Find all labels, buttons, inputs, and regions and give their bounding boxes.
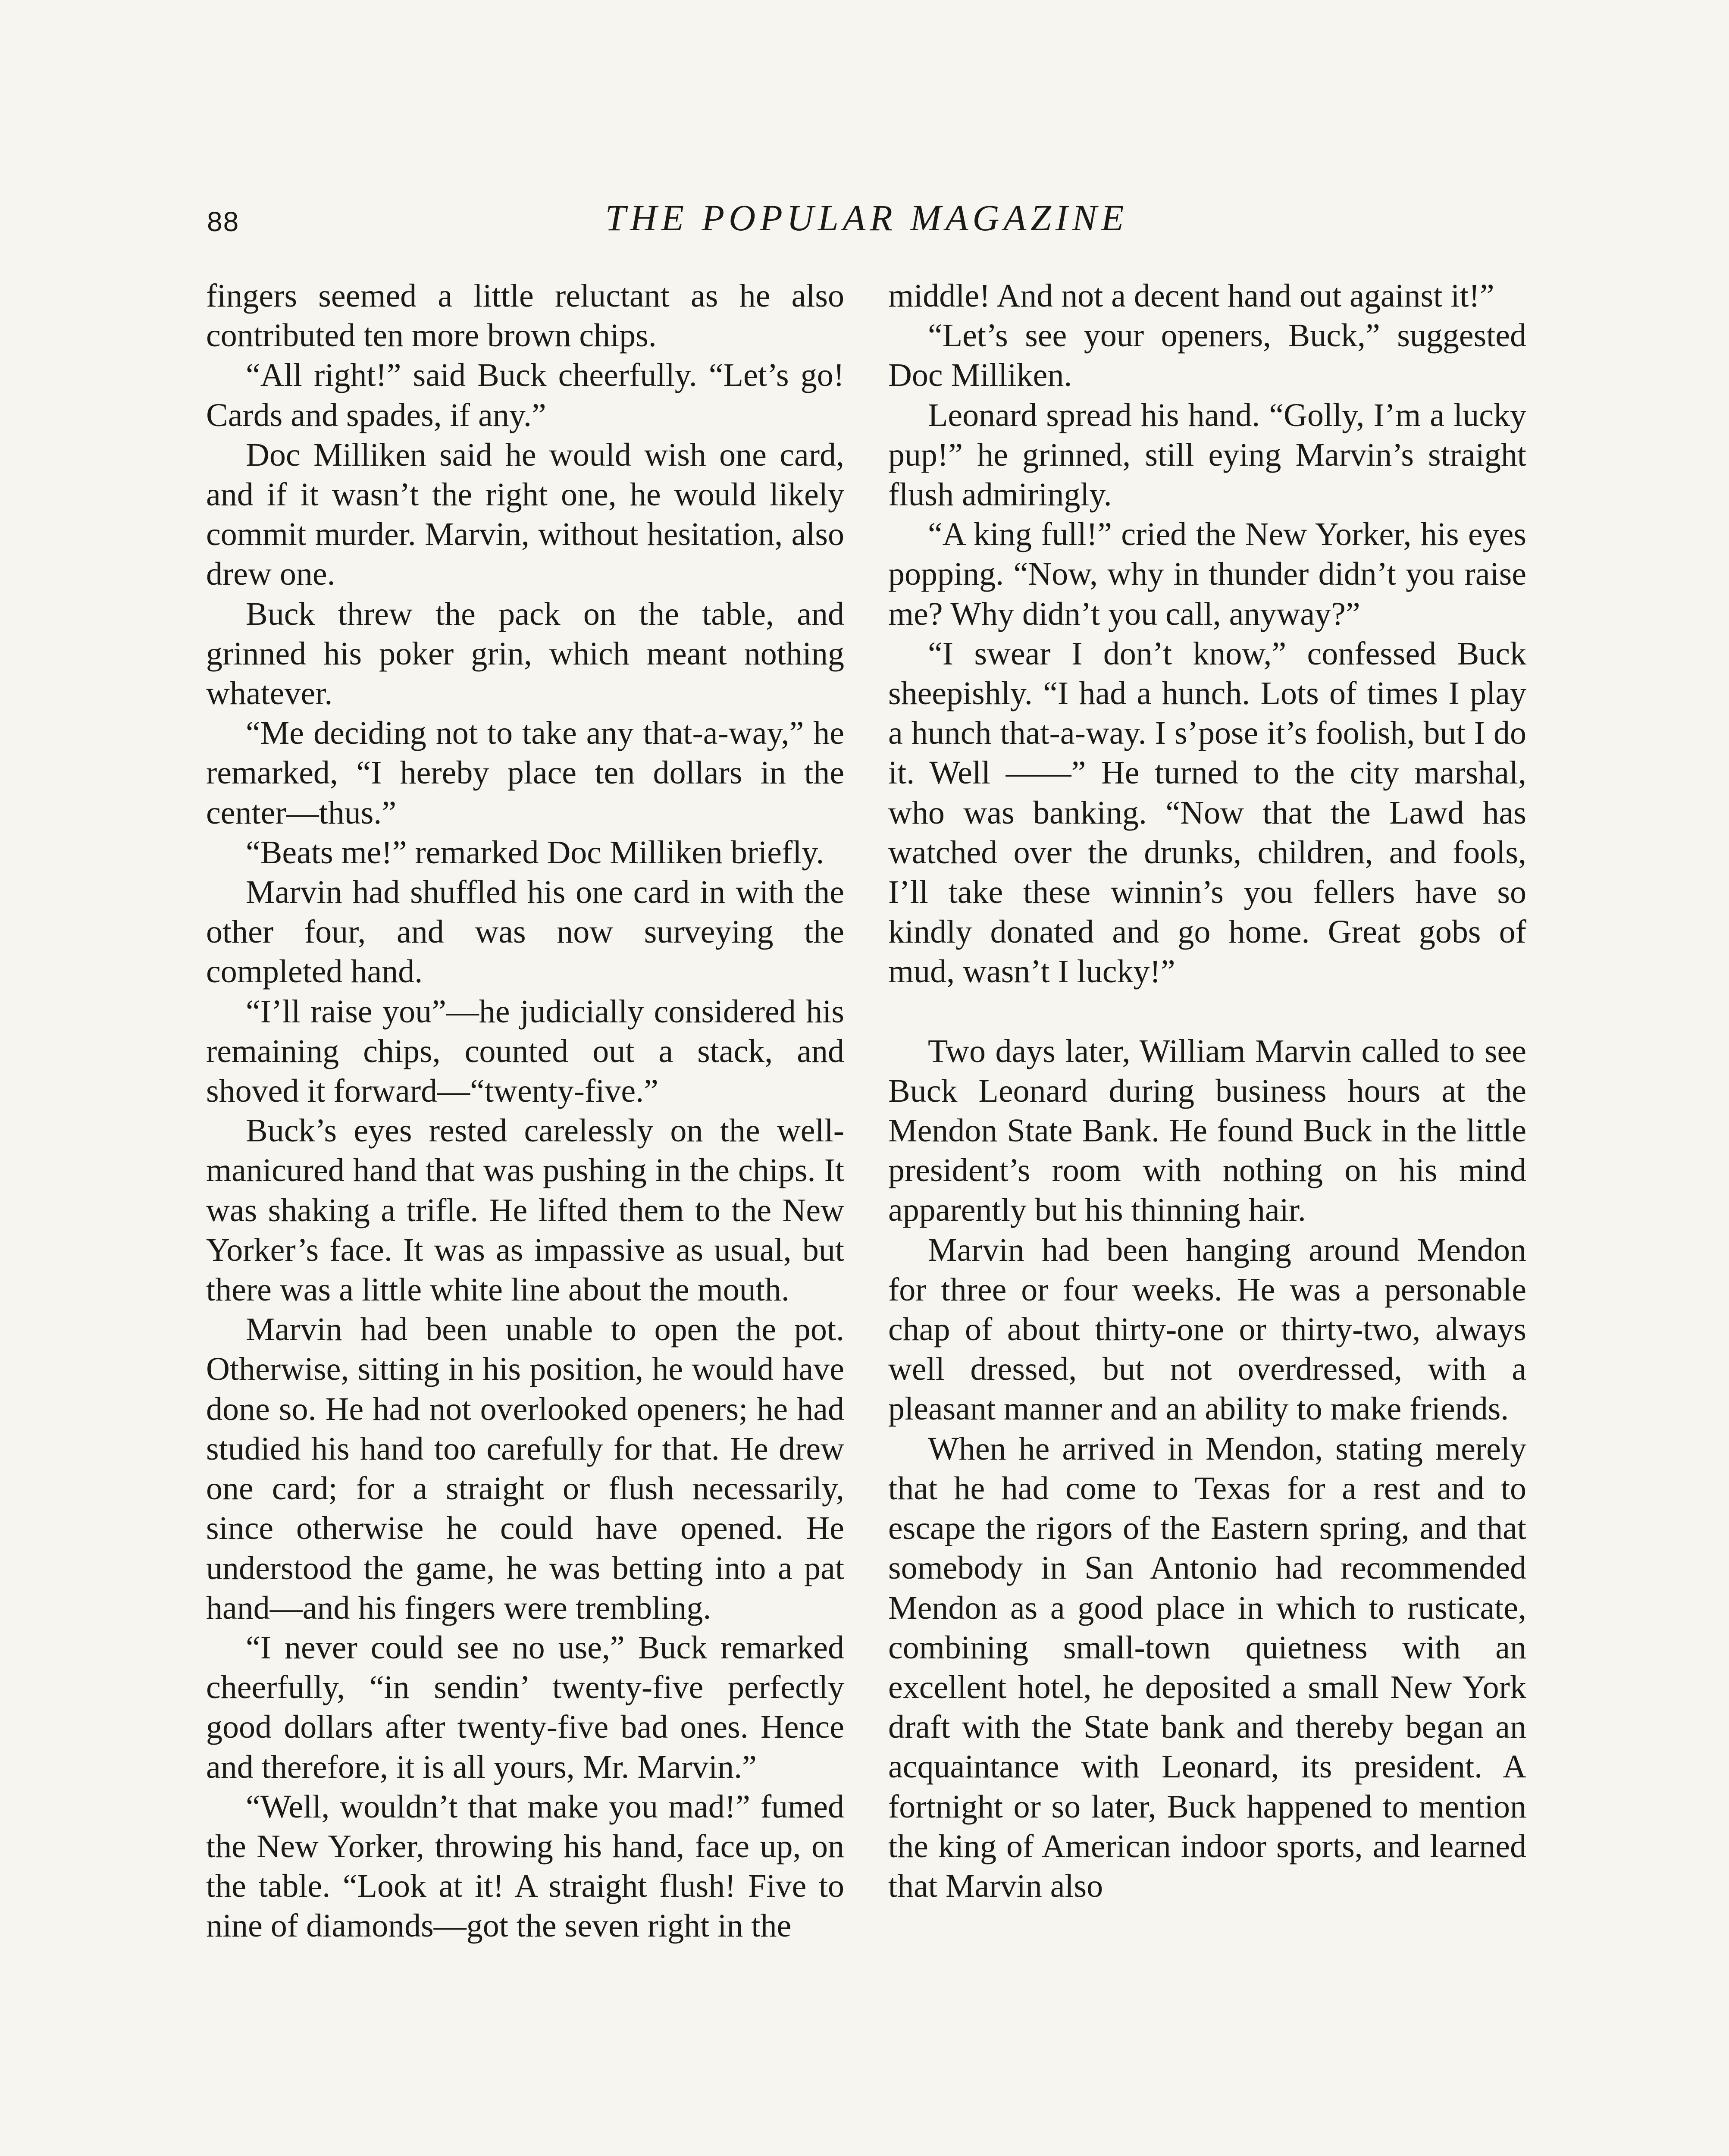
paragraph: Buck’s eyes rested carelessly on the well-manicured hand that was pushing in the chips. It was shaking a trifle. He lifted them to the New Yorker’s face. It was as impassive as usual, but there was a little white line about the mouth. [206, 1112, 844, 1308]
article-body [206, 276, 1527, 2156]
paragraph: Two days later, William Marvin called to see Buck Leonard during business hours at the Mendon State Bank. He found Buck in the little president’s room with nothing on his mind apparently but his thinning hair. [888, 1033, 1526, 1228]
paragraph: “Well, wouldn’t that make you mad!” fumed the New Yorker, throwing his hand, face up, on the table. “Look at it! A straight flush! Five to nine of diamonds—got the seven right in the [206, 1788, 844, 1944]
paragraph: When he arrived in Mendon, stating merely that he had come to Texas for a rest and to escape the rigors of the Eastern spring, and that somebody in San Antonio had recommended Mendon as a good place in which to rusticate, combining small-town quietness with an excellent hotel, he deposited a small New York draft with the State bank and thereby began an acquaintance with Leonard, its president. A fortnight or so later, Buck happened to mention the king of American indoor sports, and learned that Marvin also [888, 1430, 1526, 1904]
page-header [207, 196, 1526, 252]
paragraph: “I swear I don’t know,” confessed Buck sheepishly. “I had a hunch. Lots of times I play a hunch that-a-way. I s’pose it’s foolish, but I do it. Well ——” He turned to the city marshal, who was banking. “Now that the Lawd has watched over the drunks, children, and fools, I’ll take these winnin’s you fellers have so kindly donated and go home. Great gobs of mud, wasn’t I lucky!” [888, 635, 1526, 990]
paragraph: middle! And not a decent hand out against it!” [888, 278, 1494, 314]
paragraph: Leonard spread his hand. “Golly, I’m a lucky pup!” he grinned, still eying Marvin’s straight flush admiringly. [888, 397, 1526, 513]
paragraph: “I’ll raise you”—he judicially considered his remaining chips, counted out a stack, and shoved it forward—“twenty-five.” [206, 993, 844, 1109]
paragraph: “Me deciding not to take any that-a-way,” he remarked, “I hereby place ten dollars in the center—thus.” [206, 715, 844, 831]
paragraph: fingers seemed a little reluctant as he also contributed ten more brown chips. [206, 278, 844, 354]
paragraph: “All right!” said Buck cheerfully. “Let’s go! Cards and spades, if any.” [206, 357, 844, 433]
paragraph: Marvin had been hanging around Mendon for three or four weeks. He was a personable chap of about thirty-one or thirty-two, always well dressed, but not overdressed, with a pleasant manner and an ability to make friends. [888, 1232, 1526, 1427]
running-title: THE POPULAR MAGAZINE [605, 197, 1128, 238]
paragraph: “Let’s see your openers, Buck,” suggested Doc Milliken. [888, 317, 1526, 394]
paragraph: Marvin had shuffled his one card in with the other four, and was now surveying the completed hand. [206, 874, 844, 990]
paragraph: Marvin had been unable to open the pot. Otherwise, sitting in his position, he would have done so. He had not overlooked openers; he had studied his hand too carefully for that. He drew one card; for a straight or flush necessarily, since otherwise he could have opened. He understood the game, he was betting into a pat hand—and his fingers were trembling. [206, 1311, 844, 1626]
paragraph: “A king full!” cried the New Yorker, his eyes popping. “Now, why in thunder didn’t you raise me? Why didn’t you call, anyway?” [888, 516, 1526, 632]
paragraph: “Beats me!” remarked Doc Milliken briefly. [246, 834, 824, 871]
page-number: 88 [207, 206, 240, 237]
left-column [206, 276, 844, 1946]
paragraph: Buck threw the pack on the table, and grinned his poker grin, which meant nothing whatever. [206, 595, 844, 712]
paragraph: Doc Milliken said he would wish one card, and if it wasn’t the right one, he would likely commit murder. Marvin, without hesitation, also drew one. [206, 436, 844, 592]
paragraph: “I never could see no use,” Buck remarked cheerfully, “in sendin’ twenty-five perfectly good dollars after twenty-five bad ones. Hence and therefore, it is all yours, Mr. Marvin.” [206, 1629, 844, 1785]
right-column [888, 276, 1526, 1906]
